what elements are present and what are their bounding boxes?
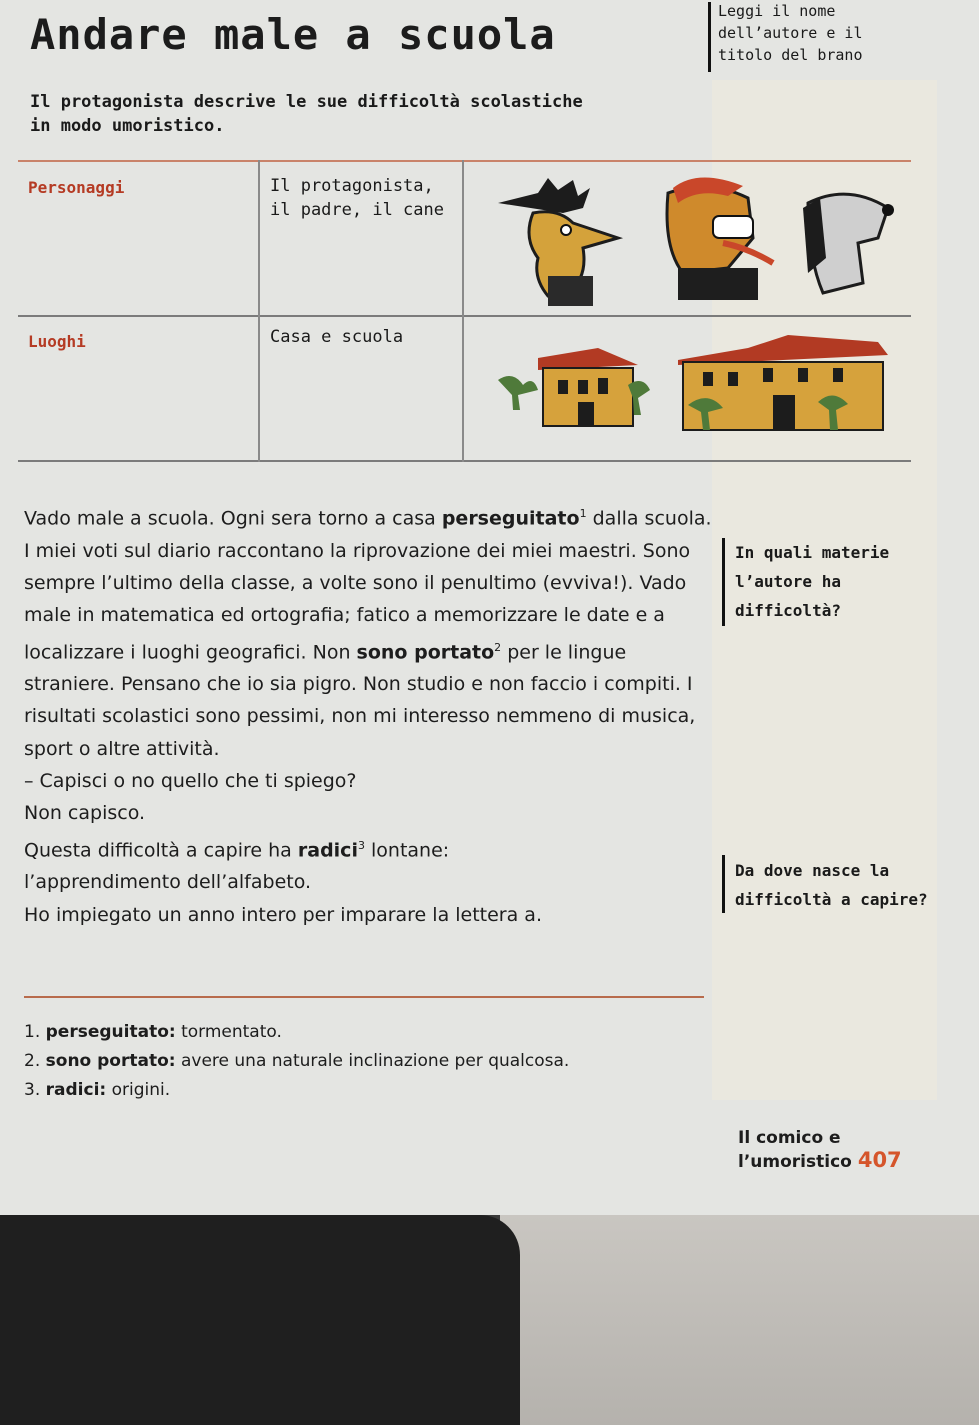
protagonist-figure: [498, 178, 618, 306]
paragraph-2: – Capisci o no quello che ti spiego?: [24, 770, 357, 793]
footnote-3: 3. radici: origini.: [24, 1080, 171, 1100]
dark-foreground-object: [0, 1215, 520, 1425]
reading-hint: [718, 0, 863, 66]
hint-line: titolo del brano: [718, 46, 863, 64]
dog-figure: [803, 194, 894, 293]
term-perseguitato: perseguitato: [441, 507, 580, 530]
intro-line: Il protagonista descrive le sue difficoltà scolastiche: [30, 92, 583, 112]
table-col-divider: [258, 160, 260, 462]
term-radici: radici: [297, 838, 358, 861]
margin-question-2: [735, 856, 928, 914]
characters-illustration: [478, 168, 898, 308]
question-line: l’autore ha: [735, 572, 841, 591]
footnote-ref: 1: [579, 507, 587, 520]
row-text-personaggi: [270, 174, 444, 222]
question-line: In quali materie: [735, 543, 890, 562]
paragraph-3: Non capisco.: [24, 802, 146, 825]
footnotes: [24, 1018, 714, 1105]
cell-line: Il protagonista,: [270, 176, 434, 196]
page-title: Andare male a scuola: [30, 10, 556, 59]
story-text: [24, 498, 714, 931]
hint-line: dell’autore e il: [718, 24, 863, 42]
footnote-ref: 2: [494, 640, 502, 654]
intro-line: in modo umoristico.: [30, 116, 225, 136]
row-text-luoghi: [270, 325, 403, 349]
table-bottom-rule: [18, 460, 911, 462]
term-sono-portato: sono portato: [356, 640, 495, 663]
page-number: 407: [857, 1148, 902, 1172]
footnote-separator: [24, 996, 704, 998]
question-bracket: [722, 538, 725, 626]
table-col-divider: [462, 160, 464, 462]
row-label-personaggi: Personaggi: [28, 178, 125, 197]
cell-line: Casa e scuola: [270, 327, 404, 347]
question-line: difficoltà?: [735, 601, 841, 620]
paragraph-5: l’apprendimento dell’alfabeto.: [24, 871, 312, 894]
page-footer: [738, 1128, 979, 1172]
father-figure: [667, 177, 773, 300]
cell-line: il padre, il cane: [270, 200, 444, 220]
footnote-2: 2. sono portato: avere una naturale inclinazione per qualcosa.: [24, 1051, 570, 1071]
paragraph-1: Vado male a scuola. Ogni sera torno a casa perseguitato$^1$ dalla scuola. I miei voti sul diario raccontano la riprovazione dei miei maestri. Sono sempre l’ultimo della classe, a volte sono il penultimo (evviva!). Vado male in matematica ed ortografia; fatico a memorizzare le date e a localizzare i luoghi geografici. Non sono portato$^2$ per le lingue straniere. Pensano che io sia pigro. Non studio e non faccio i compiti. I risultati scolastici sono pessimi, non mi interesso nemmeno di musica, sport o altre attività.: [24, 507, 712, 760]
places-illustration: [478, 330, 898, 440]
hint-bracket: [708, 2, 711, 72]
paragraph-6: Ho impiegato un anno intero per imparare la lettera a.: [24, 903, 542, 926]
footnote-1: 1. perseguitato: tormentato.: [24, 1022, 282, 1042]
floor-background: [500, 1215, 979, 1425]
intro-text: [30, 90, 670, 138]
section-name: Il comico e l’umoristico: [738, 1128, 852, 1172]
row-label-luoghi: Luoghi: [28, 332, 86, 351]
paragraph-4: Questa difficoltà a capire ha radici$^3$ lontane:: [24, 838, 450, 861]
info-table: [18, 160, 911, 462]
house-building: [498, 348, 650, 426]
footnote-ref: 3: [357, 838, 365, 852]
margin-question-1: [735, 538, 889, 625]
question-bracket: [722, 855, 725, 913]
question-line: Da dove nasce la: [735, 861, 890, 880]
table-row-divider: [18, 315, 911, 317]
question-line: difficoltà a capire?: [735, 890, 928, 909]
hint-line: Leggi il nome: [718, 2, 836, 20]
table-top-rule: [18, 160, 911, 162]
school-building: [678, 335, 888, 430]
